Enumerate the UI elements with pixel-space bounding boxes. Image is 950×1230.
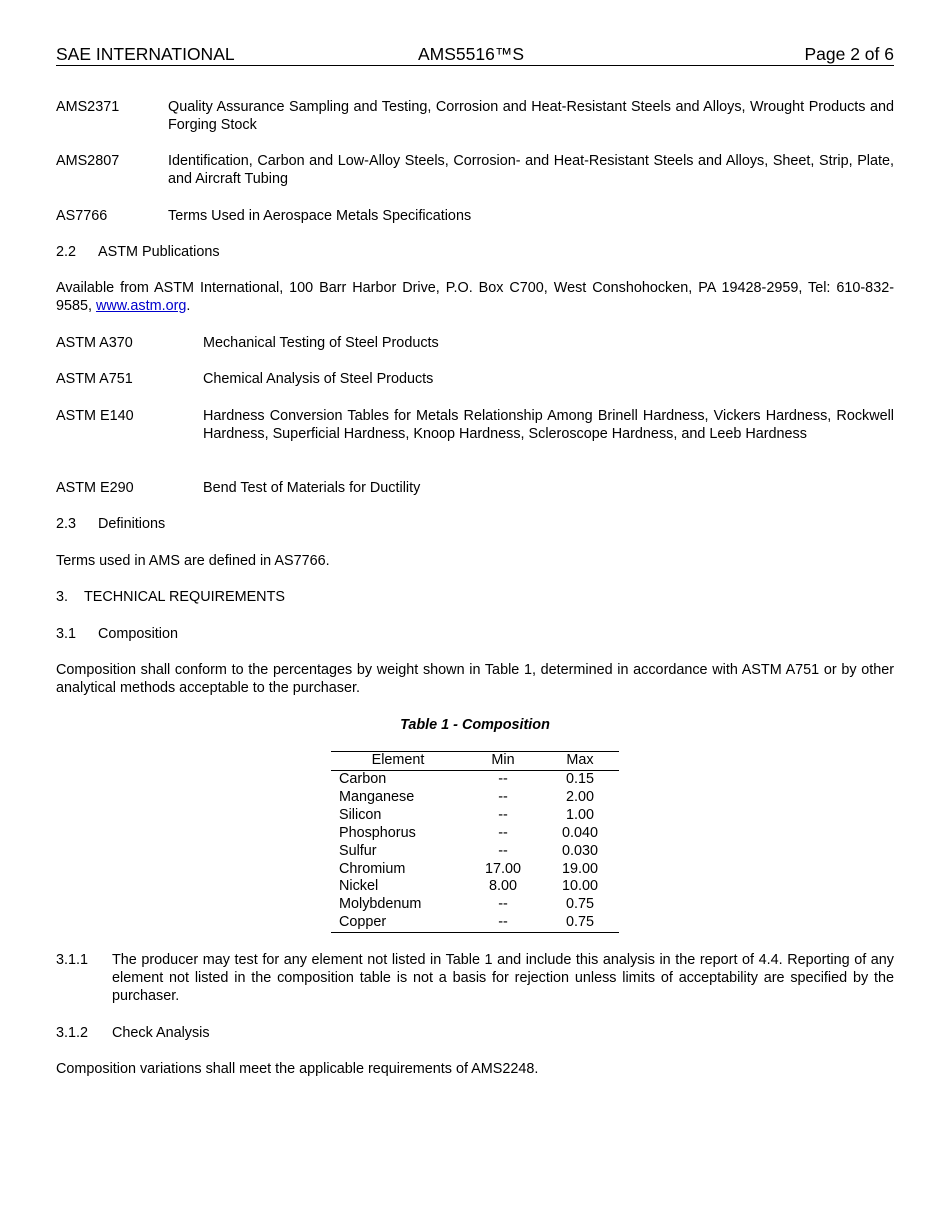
astm-availability-paragraph: [56, 279, 894, 315]
reference-code: AMS2807: [56, 153, 120, 169]
reference-title: Identification, Carbon and Low-Alloy Steels, Corrosion- and Heat-Resistant Steels and Alloys, Sheet, Strip, Plate, and Aircraft Tubing: [168, 153, 894, 187]
element-cell: Molybdenum: [339, 896, 422, 913]
reference-code: ASTM E140: [56, 408, 134, 424]
reference-title: Quality Assurance Sampling and Testing, Corrosion and Heat-Resistant Steels and Alloys, Wrought Products and Forging Stock: [168, 99, 894, 133]
table-row: [331, 843, 619, 861]
section-heading-3: [56, 588, 285, 606]
table-row: [331, 789, 619, 807]
reference-code: AMS2371: [56, 99, 120, 115]
element-cell: Nickel: [339, 878, 379, 895]
trailing-period: .: [186, 298, 191, 314]
table-row: [331, 861, 619, 879]
section-title: ASTM Publications: [98, 244, 220, 260]
header-org: SAE INTERNATIONAL: [56, 44, 235, 64]
reference-code: ASTM A370: [56, 335, 133, 351]
reference-code: ASTM A751: [56, 371, 133, 387]
min-cell: --: [465, 914, 541, 932]
table-row: [331, 914, 619, 932]
section-number: 2.3: [56, 516, 77, 532]
column-header-max: Max: [541, 752, 619, 771]
section-title: Definitions: [98, 516, 166, 532]
table-header-row: [331, 752, 619, 771]
section-number: 3.: [56, 589, 69, 605]
table-row: [331, 825, 619, 843]
header-page-number: Page 2 of 6: [804, 44, 894, 64]
table-row: [331, 878, 619, 896]
section-title: TECHNICAL REQUIREMENTS: [84, 589, 285, 605]
reference-title: Chemical Analysis of Steel Products: [203, 371, 434, 387]
table-caption: Table 1 - Composition: [400, 717, 550, 733]
element-cell: Manganese: [339, 788, 415, 805]
max-cell: 0.15: [565, 771, 594, 787]
section-heading-3-1-2: [56, 1024, 210, 1042]
min-cell: 8.00: [488, 878, 517, 895]
check-analysis-paragraph: Composition variations shall meet the applicable requirements of AMS2248.: [56, 1061, 539, 1077]
section-heading-3-1: [56, 625, 178, 643]
element-cell: Silicon: [339, 806, 382, 823]
header-doc-number: AMS5516™S: [418, 44, 525, 64]
element-cell: Carbon: [339, 771, 387, 787]
column-header-element: Element: [331, 752, 465, 771]
reference-title: Terms Used in Aerospace Metals Specifications: [168, 208, 472, 224]
reference-title: Bend Test of Materials for Ductility: [203, 480, 421, 496]
element-cell: Sulfur: [339, 842, 377, 859]
section-text: The producer may test for any element not listed in Table 1 and include this analysis in the report of 4.4. Reporting of any element not listed in the composition table is not a basis for rejection unless limits of acceptability are specified by the purchaser.: [112, 952, 894, 1004]
min-cell: --: [498, 788, 508, 805]
max-cell: 2.00: [565, 788, 594, 805]
section-heading-2-2: [56, 243, 220, 261]
section-number: 2.2: [56, 244, 77, 260]
min-cell: --: [498, 896, 508, 913]
reference-title: Mechanical Testing of Steel Products: [203, 335, 439, 351]
section-heading-2-3: [56, 515, 166, 533]
table-row: [331, 807, 619, 825]
column-header-min: Min: [465, 752, 541, 771]
max-cell: 0.030: [561, 842, 598, 859]
page-header: [56, 44, 894, 66]
max-cell: 19.00: [561, 860, 598, 877]
section-title: Composition: [98, 626, 178, 642]
table-row: [331, 771, 619, 789]
max-cell: 0.75: [565, 896, 594, 913]
reference-code: AS7766: [56, 208, 108, 224]
section-title: Check Analysis: [112, 1025, 210, 1041]
section-number: 3.1.1: [56, 952, 89, 968]
section-number: 3.1: [56, 626, 77, 642]
reference-code: ASTM E290: [56, 480, 134, 496]
section-number: 3.1.2: [56, 1025, 89, 1041]
max-cell: 0.040: [561, 824, 598, 841]
max-cell: 1.00: [565, 806, 594, 823]
astm-website-link[interactable]: www.astm.org: [96, 298, 187, 314]
min-cell: 17.00: [484, 860, 521, 877]
min-cell: --: [498, 771, 508, 787]
table-row: [331, 896, 619, 914]
availability-text: Available from ASTM International, 100 Barr Harbor Drive, P.O. Box C700, West Conshohocken, PA 19428-2959, Tel: 610-832-9585,: [56, 280, 894, 314]
composition-table: [331, 751, 619, 933]
composition-paragraph: Composition shall conform to the percentages by weight shown in Table 1, determined in accordance with ASTM A751 or by other analytical methods acceptable to the purchaser.: [56, 662, 894, 696]
min-cell: --: [498, 806, 508, 823]
max-cell: 0.75: [541, 914, 619, 932]
element-cell: Phosphorus: [339, 824, 416, 841]
element-cell: Chromium: [339, 860, 406, 877]
min-cell: --: [498, 842, 508, 859]
reference-title: Hardness Conversion Tables for Metals Relationship Among Brinell Hardness, Vickers Hardness, Rockwell Hardness, Superficial Hardness, Knoop Hardness, Scleroscope Hardness, and Leeb Hardness: [203, 408, 894, 442]
min-cell: --: [498, 824, 508, 841]
element-cell: Copper: [331, 914, 465, 932]
definitions-paragraph: Terms used in AMS are defined in AS7766.: [56, 553, 330, 569]
max-cell: 10.00: [561, 878, 598, 895]
